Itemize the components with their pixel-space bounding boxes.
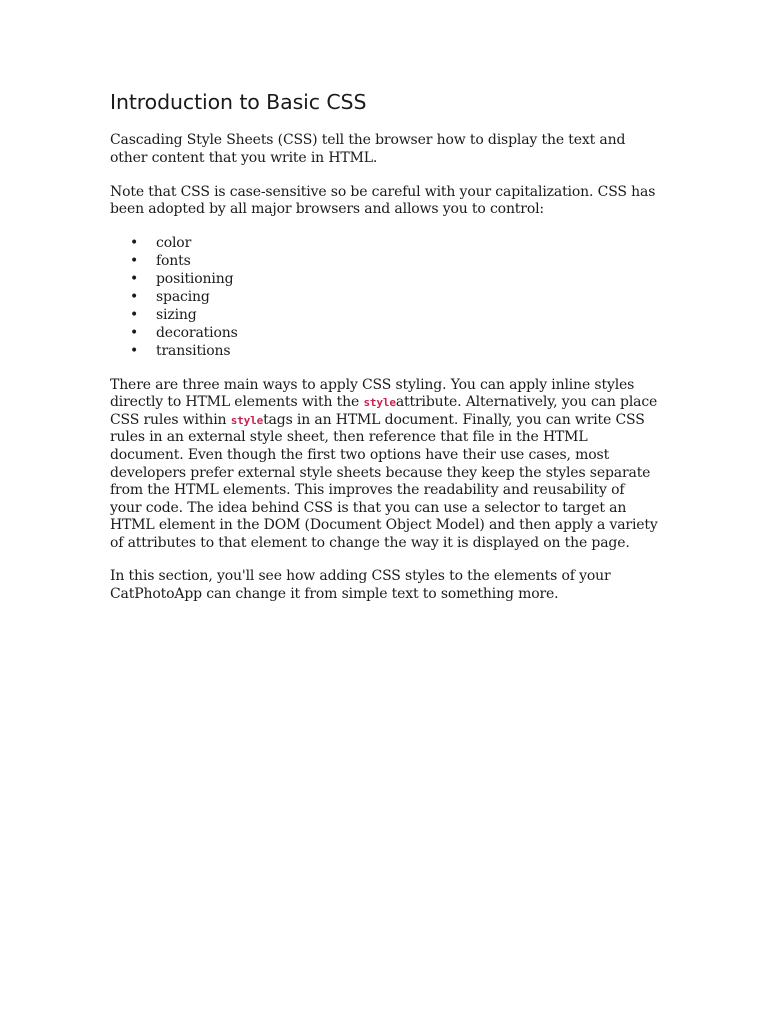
bullet-icon: • <box>130 342 139 359</box>
list-item: • transitions <box>130 342 231 359</box>
styling-methods-paragraph: There are three main ways to apply CSS styling. You can apply inline styles directly to HTML elements with the styleattribute. Alternatively, you can place CSS rules within styletags in an HTML document. Finally, you can write CSS rules in an external style sheet, then reference that file in the HTML document. Even though the first two options have their use cases, most developers prefer external style sheets because they keep the styles separate from the HTML elements. This improves the readability and reusability of your code. The idea behind CSS is that you can use a selector to target an HTML element in the DOM (Document Object Model) and then apply a variety of attributes to that element to change the way it is displayed on the page. <box>110 376 658 551</box>
list-item: • sizing <box>130 306 197 323</box>
list-item: • decorations <box>130 324 238 341</box>
bullet-icon: • <box>130 288 139 305</box>
bullet-icon: • <box>130 324 139 341</box>
section-intro-paragraph: In this section, you'll see how adding CSS styles to the elements of your CatPhotoApp can change it from simple text to something more. <box>110 568 611 603</box>
css-controls-list <box>110 235 660 360</box>
style-attribute-code: style <box>363 396 396 410</box>
list-item: • color <box>130 235 192 252</box>
style-tag-code: style <box>230 413 264 427</box>
bullet-icon: • <box>130 253 139 270</box>
bullet-icon: • <box>130 235 139 252</box>
case-sensitivity-paragraph: Note that CSS is case-sensitive so be careful with your capitalization. CSS has been adopted by all major browsers and allows you to control: <box>110 183 656 218</box>
list-item: • fonts <box>130 253 191 270</box>
intro-paragraph: Cascading Style Sheets (CSS) tell the browser how to display the text and other content that you write in HTML. <box>110 132 626 166</box>
page-title: Introduction to Basic CSS <box>110 90 367 114</box>
list-item: • positioning <box>130 271 234 287</box>
bullet-icon: • <box>130 306 139 323</box>
list-item: • spacing <box>130 288 210 305</box>
bullet-icon: • <box>130 271 139 287</box>
